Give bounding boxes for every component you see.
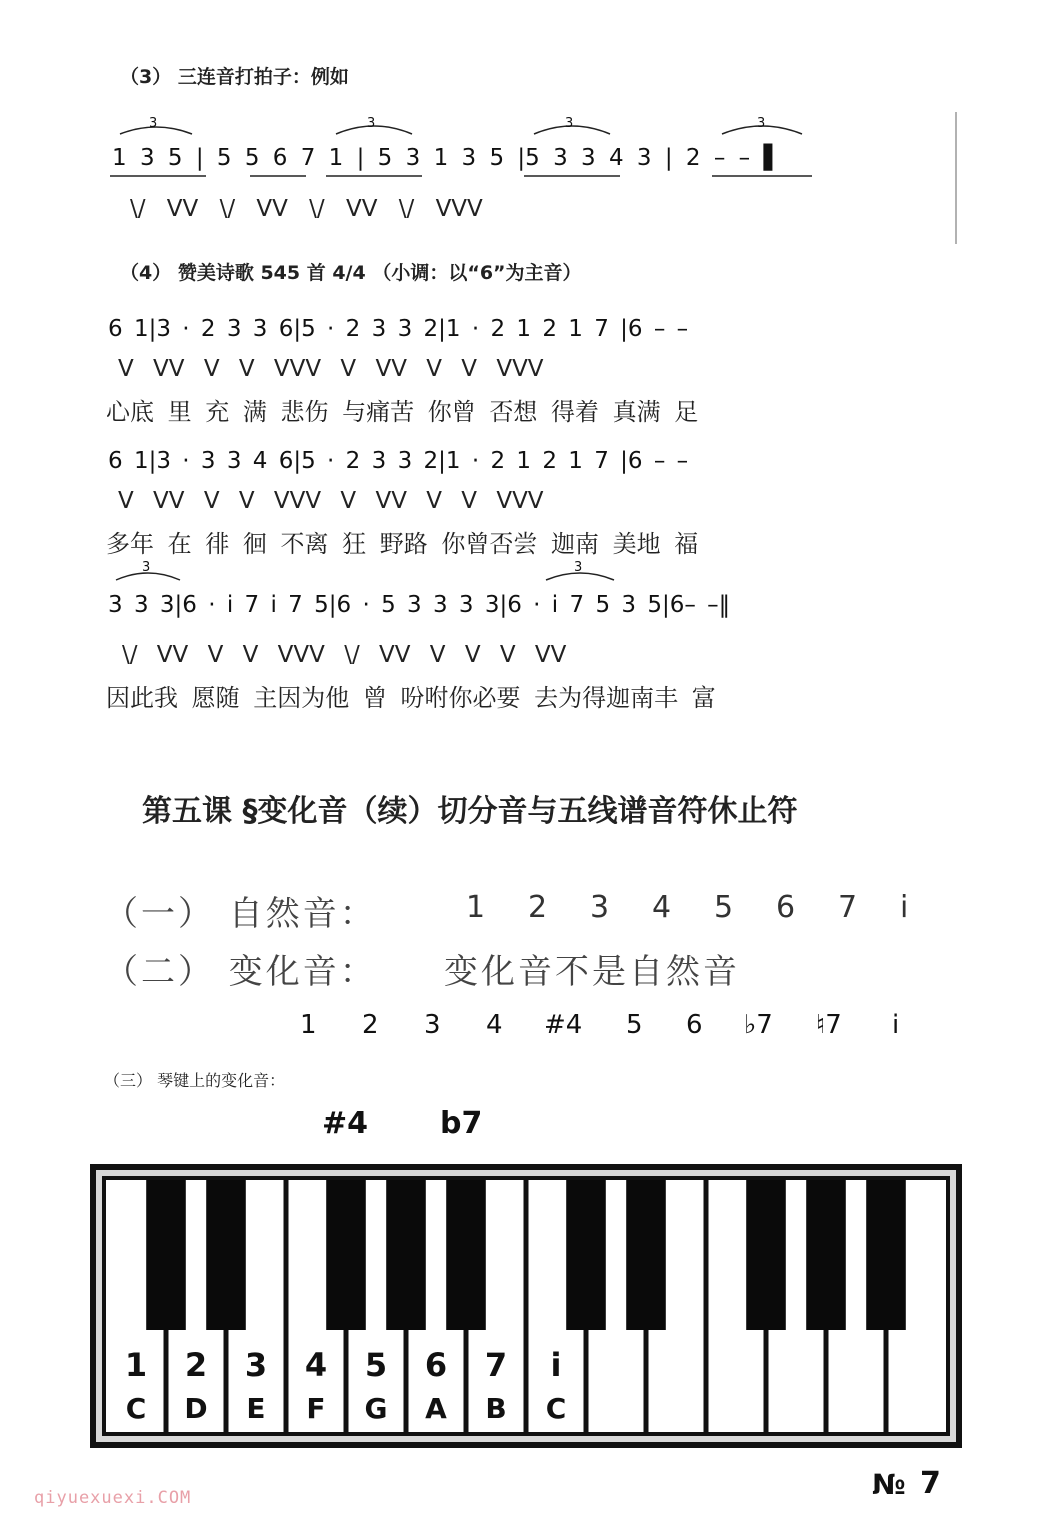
black-key[interactable] — [146, 1180, 186, 1330]
white-key-letter: D — [184, 1392, 208, 1425]
hymn-line2-beats: V VV V V VVV V VV V V VVV — [118, 488, 544, 514]
triplet-beats: \/ VV \/ VV \/ VV \/ VVV — [130, 196, 483, 222]
lesson-title: 第五课 §变化音（续）切分音与五线谱音符休止符 — [142, 794, 798, 829]
white-key-number: 7 — [484, 1346, 508, 1384]
natural-note: 6 — [776, 890, 796, 925]
flat-seven-label: b7 — [440, 1106, 483, 1141]
site-watermark: qiyuexuexi.COM — [34, 1488, 192, 1508]
altered-note: 3 — [424, 1010, 441, 1040]
white-key-letter: B — [485, 1392, 507, 1425]
white-key-letter: G — [364, 1392, 388, 1425]
black-key[interactable] — [446, 1180, 486, 1330]
natural-note: 4 — [652, 890, 672, 925]
triplet-mark-4: 3 — [757, 116, 766, 131]
natural-note: 3 — [590, 890, 610, 925]
sharp-four-label: #4 — [322, 1106, 369, 1141]
triplet-example — [106, 112, 966, 252]
natural-note: 7 — [838, 890, 858, 925]
altered-note: 2 — [362, 1010, 379, 1040]
altered-note: ♭7 — [744, 1010, 773, 1040]
hymn-triplet-mark-2: 3 — [574, 560, 583, 575]
white-key-letter: E — [246, 1392, 266, 1425]
white-key-divider — [704, 1180, 709, 1432]
altered-note: #4 — [544, 1010, 583, 1040]
black-key[interactable] — [326, 1180, 366, 1330]
altered-note: ♮7 — [816, 1010, 842, 1040]
hymn-line3-notes: 3 3 3|6 · i 7 i 7 5|6 · 5 3 3 3 3|6 · i 7 5 3 5|6– –‖ — [108, 592, 731, 618]
white-key-letter: F — [306, 1392, 326, 1425]
hymn-line3-beats: \/ VV V V VVV \/ VV V V V VV — [122, 642, 567, 668]
hymn-line3-lyrics: 因此我 愿随 主因为他 曾 吩咐你必要 去为得迦南丰 富 — [106, 684, 716, 712]
white-key-number: 4 — [304, 1346, 328, 1384]
hymn-line1-beats: V VV V V VVV V VV V V VVV — [118, 356, 544, 382]
white-key-divider — [284, 1180, 289, 1432]
altered-note: i — [892, 1010, 900, 1040]
keys-label: （三） 琴键上的变化音： — [104, 1071, 286, 1090]
hymn-line2-lyrics: 多年 在 徘 徊 不离 狂 野路 你曾否尝 迦南 美地 福 — [106, 530, 699, 558]
altered-note: 5 — [626, 1010, 643, 1040]
section4-label: （4） 赞美诗歌 545 首 4/4 （小调：以“6”为主音） — [120, 262, 582, 284]
hymn-triplet-mark-1: 3 — [142, 560, 151, 575]
hymn-line1-lyrics: 心底 里 充 满 悲伤 与痛苦 你曾 否想 得着 真满 足 — [106, 398, 699, 426]
piano-keyboard — [90, 1164, 962, 1448]
white-key-number: 1 — [124, 1346, 148, 1384]
altered-note: 4 — [486, 1010, 503, 1040]
altered-note: 6 — [686, 1010, 703, 1040]
triplet-notes: 1 3 5 | 5 5 6 7 1 | 5 3 1 3 5 |5 3 3 4 3 | 2 – – ▌ — [112, 145, 782, 171]
black-key[interactable] — [806, 1180, 846, 1330]
black-key[interactable] — [206, 1180, 246, 1330]
page-number-sign: № — [872, 1468, 906, 1501]
triplet-mark-3: 3 — [565, 116, 574, 131]
altered-description: 变化音不是自然音 — [444, 952, 740, 992]
white-key-number: i — [550, 1346, 562, 1384]
altered-note: 1 — [300, 1010, 317, 1040]
natural-label: （一） 自然音： — [104, 894, 377, 934]
white-key-number: 5 — [364, 1346, 388, 1384]
natural-note: 1 — [466, 890, 486, 925]
triplet-mark-2: 3 — [367, 116, 376, 131]
black-key[interactable] — [866, 1180, 906, 1330]
hymn-line2-notes: 6 1|3 · 3 3 4 6|5 · 2 3 3 2|1 · 2 1 2 1 7 |6 – – — [108, 448, 689, 474]
white-key-number: 2 — [184, 1346, 208, 1384]
white-key-letter: C — [545, 1392, 567, 1425]
triplet-mark-1: 3 — [149, 116, 158, 131]
piano-graphic — [90, 1164, 962, 1448]
natural-note: 5 — [714, 890, 734, 925]
natural-note: i — [900, 890, 909, 925]
black-key[interactable] — [566, 1180, 606, 1330]
page-number: 7 — [920, 1466, 941, 1501]
altered-notes — [300, 1010, 950, 1046]
white-key-divider — [524, 1180, 529, 1432]
black-key[interactable] — [386, 1180, 426, 1330]
white-key-letter: A — [425, 1392, 447, 1425]
natural-notes — [466, 890, 946, 930]
hymn-line1-notes: 6 1|3 · 2 3 3 6|5 · 2 3 3 2|1 · 2 1 2 1 7 |6 – – — [108, 316, 689, 342]
natural-note: 2 — [528, 890, 548, 925]
white-key-number: 6 — [424, 1346, 448, 1384]
section3-label: （3） 三连音打拍子：例如 — [120, 66, 349, 88]
black-key[interactable] — [626, 1180, 666, 1330]
white-key-number: 3 — [244, 1346, 268, 1384]
white-key-letter: C — [125, 1392, 147, 1425]
triplet-score-lines — [106, 112, 966, 252]
altered-label: （二） 变化音： — [104, 952, 377, 992]
black-key[interactable] — [746, 1180, 786, 1330]
